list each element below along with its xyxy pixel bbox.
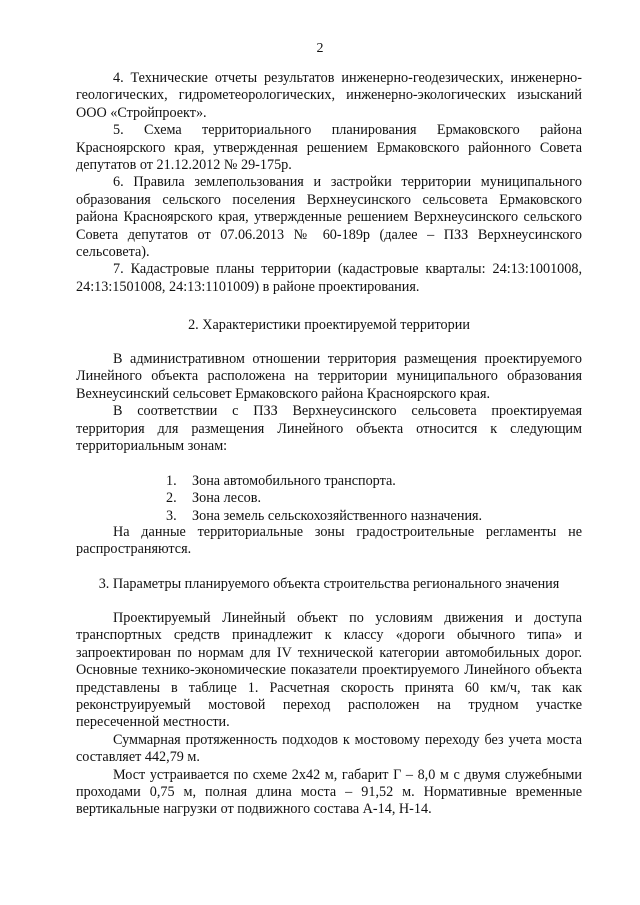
list-item [166,508,546,525]
source-item-5: 5. Схема территориального планирования Ермаковского района Красноярского края, утвержденная решением Ермаковского районного Совета депутатов от 21.12.2012 № 29-175р. [76,122,582,174]
source-item-4: 4. Технические отчеты результатов инженерно-геодезических, инженерно-геологических, гидрометеорологических, инженерно-экологических изысканий ООО «Стройпроект». [76,70,582,121]
list-item [166,473,546,490]
list-item-text: Зона лесов. [192,490,262,507]
section-3-paragraph-1: Проектируемый Линейный объект по условиям движения и доступа транспортных средств принадлежит к классу «дороги обычного типа» и запроектирован по нормам для IV технической категории автомобильных дорог. Основные технико-экономические показатели проектируемого Линейного объекта представлены в таблице 1. Расчетная скорость принята 60 км/ч, так как реконструируемый мостовой переход расположен на трудном участке пересеченной местности. [76,610,582,731]
section-3-heading: 3. Параметры планируемого объекта строительства регионального значения [98,576,560,592]
section-3-body [76,610,582,819]
section-3-paragraph-3: Мост устраивается по схеме 2х42 м, габарит Г – 8,0 м с двумя служебными проходами 0,75 м, полная длина моста – 91,52 м. Нормативные временные вертикальные нагрузки от подвижного состава А-14, Н-14. [76,766,582,818]
section-3-paragraph-2: Суммарная протяженность подходов к мостовому переходу без учета моста составляет 442,79 м. [76,731,582,766]
list-item-number: 1. [166,473,177,489]
source-item-7: 7. Кадастровые планы территории (кадастровые кварталы: 24:13:1001008, 24:13:1501008, 24:13:1101009) в районе проектирования. [76,261,582,295]
list-item [166,490,546,507]
section-2-paragraph-3: На данные территориальные зоны градостроительные регламенты не распространяются. [76,524,582,558]
list-item-text: Зона автомобильного транспорта. [192,473,396,489]
sources-list [76,70,582,296]
page-number: 2 [316,41,324,56]
list-item-number: 2. [166,490,177,507]
zones-list [166,473,546,525]
list-item-text: Зона земель сельскохозяйственного назначения. [192,507,483,524]
source-item-6: 6. Правила землепользования и застройки территории муниципального образования сельского поселения Верхнеусинского сельсовета Ермаковского района Красноярского края, утвержденные решением Верхнеусинского сельского Совета депутатов от 07.06.2013 № 60-189р (далее – ПЗЗ Верхнеусинского сельсовета). [76,174,582,261]
section-2-body [76,351,582,455]
section-2-paragraph-2: В соответствии с ПЗЗ Верхнеусинского сельсовета проектируемая территория для размещения Линейного объекта относится к следующим территориальным зонам: [76,403,582,455]
section-2-closing [76,524,582,559]
section-2-paragraph-1: В административном отношении территория размещения проектируемого Линейного объекта расположена на территории муниципального образования Вехнеусинский сельсовет Ермаковского района Красноярского края. [76,351,582,402]
list-item-number: 3. [166,507,177,524]
section-2-heading: 2. Характеристики проектируемой территории [188,317,470,333]
